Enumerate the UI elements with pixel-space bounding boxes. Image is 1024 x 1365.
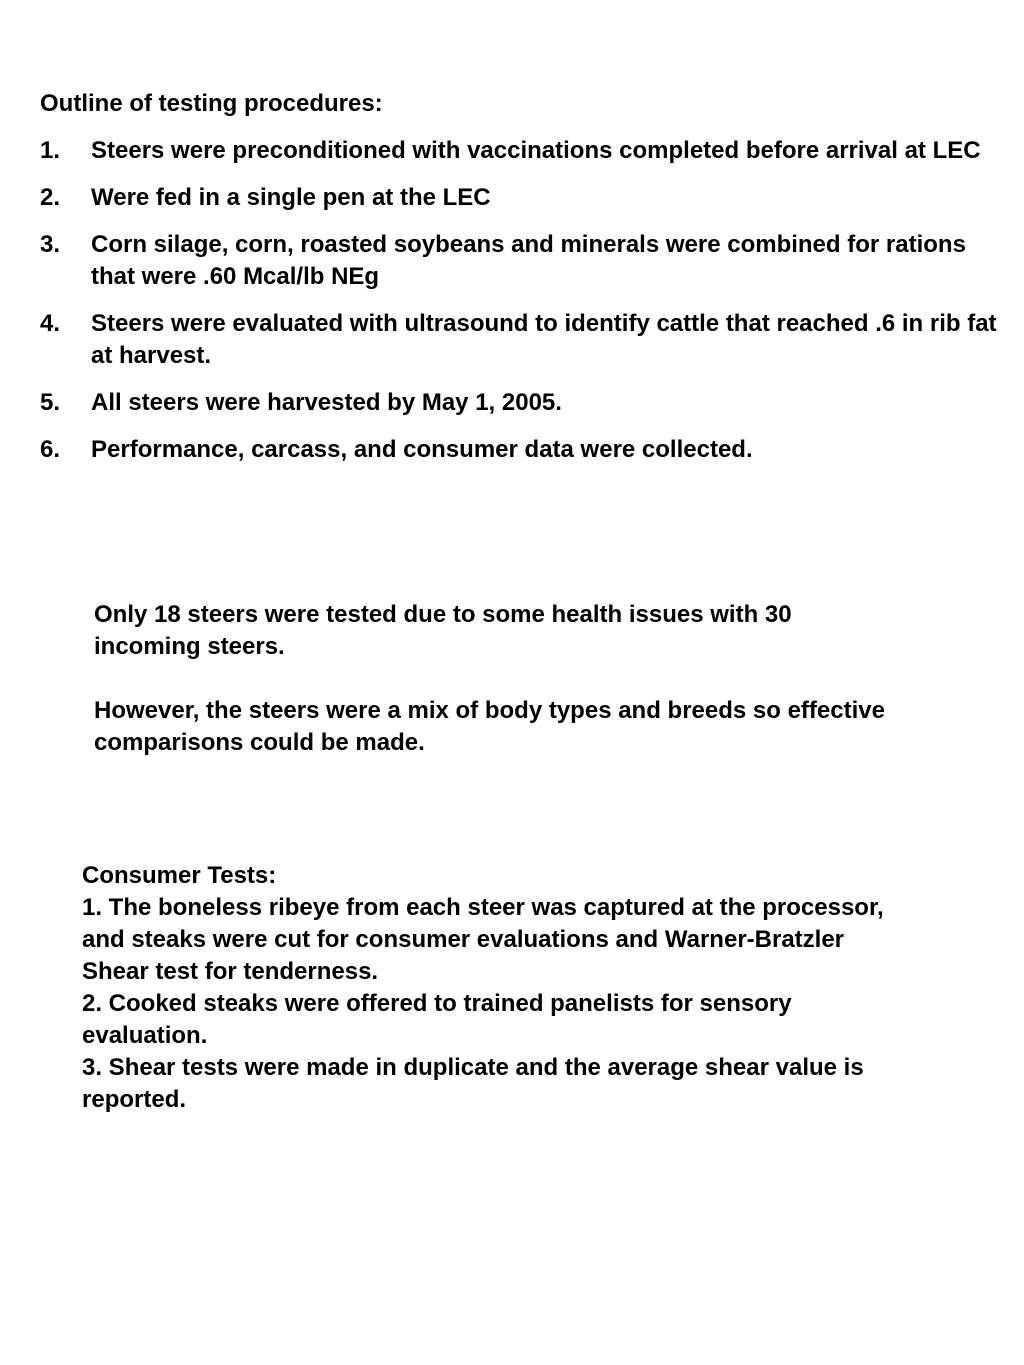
- outline-item-number: 1.: [40, 137, 61, 164]
- outline-item-number: 3.: [40, 231, 61, 258]
- outline-item: [40, 387, 1010, 419]
- sample-size-note: [94, 599, 894, 791]
- outline-item-number: 5.: [40, 389, 61, 416]
- outline-item: [40, 182, 1010, 214]
- outline-item: [40, 229, 1010, 293]
- note-paragraph-health-issues: Only 18 steers were tested due to some health issues with 30 incoming steers.: [94, 601, 792, 660]
- consumer-test-item: 1. The boneless ribeye from each steer was captured at the processor, and steaks were cut for consumer evaluations and Warner-Bratzler Shear test for tenderness.: [82, 894, 884, 985]
- outline-item: [40, 308, 1010, 372]
- outline-item-number: 4.: [40, 310, 61, 337]
- outline-item-text: All steers were harvested by May 1, 2005.: [91, 389, 562, 416]
- testing-procedures-outline: [40, 88, 1010, 481]
- outline-item-number: 6.: [40, 436, 61, 463]
- outline-item-text: Performance, carcass, and consumer data were collected.: [91, 436, 753, 463]
- outline-item-text: Corn silage, corn, roasted soybeans and minerals were combined for rations that were .60 Mcal/lb NEg: [91, 231, 966, 290]
- consumer-test-item: 3. Shear tests were made in duplicate and the average shear value is reported.: [82, 1054, 864, 1113]
- consumer-test-item: 2. Cooked steaks were offered to trained panelists for sensory evaluation.: [82, 990, 792, 1049]
- outline-item-text: Steers were evaluated with ultrasound to identify cattle that reached .6 in rib fat at harvest.: [91, 310, 997, 369]
- note-paragraph-comparisons: However, the steers were a mix of body types and breeds so effective comparisons could be made.: [94, 697, 885, 756]
- outline-item: [40, 434, 1010, 466]
- outline-item: [40, 135, 1010, 167]
- consumer-tests-section: [82, 860, 902, 1116]
- outline-list: [40, 135, 1010, 466]
- consumer-tests-heading: Consumer Tests:: [82, 862, 277, 889]
- outline-item-number: 2.: [40, 184, 61, 211]
- outline-heading: Outline of testing procedures:: [40, 90, 383, 117]
- outline-item-text: Steers were preconditioned with vaccinations completed before arrival at LEC: [91, 137, 981, 164]
- outline-item-text: Were fed in a single pen at the LEC: [91, 184, 491, 211]
